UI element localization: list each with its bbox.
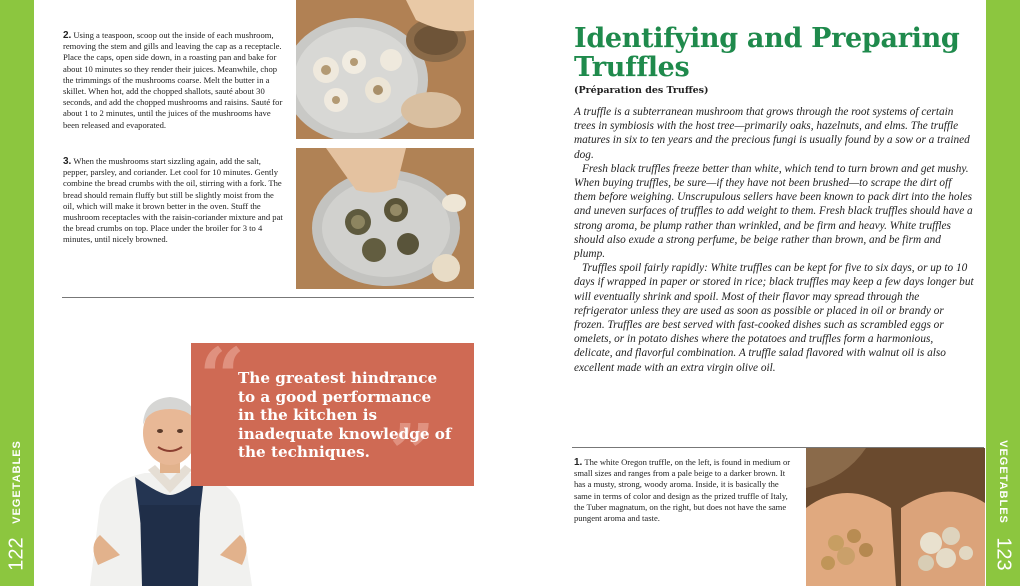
paragraph: Fresh black truffles freeze better than white, which tend to turn brown and get mushy. When buying truffles, be sure—if they have not been brushed—to scrape the dirt off them before weighing. Unscrupulous sellers have been known to pack dirt into the holes and uneven surfaces of truffles to add weight to them. Fresh black truffles should have a strong aroma, be plump rather than wrinkled, and be firm and heavy. White truffles should also exude a strong perfume, be beige rather than brown, and be firm and plump. [574, 162, 973, 261]
quote-text: The greatest hindrance to a good performance in the kitchen is inadequate knowledge of the techniques. [238, 369, 452, 461]
page-title [574, 24, 1020, 82]
photo-truffles [806, 448, 985, 586]
photo-stuffed-mushrooms [296, 148, 474, 289]
caption-1 [574, 457, 794, 524]
left-page-sidebar [0, 0, 34, 586]
right-page-sidebar [986, 0, 1020, 586]
section-label: VEGETABLES [997, 440, 1009, 524]
step-text: When the mushrooms start sizzling again, add the salt, pepper, parsley, and coriander. Let cool for 10 minutes. Gently combine the bread crumbs with the oil, stirring with a fork. The bread should remain fluffy but still be slightly moist from the oil, which will make it brown better in the oven. Stuff the mushroom receptacles with the raisin-coriander mixture and pat the bread crumbs on top. Place under the broiler for 3 to 4 minutes, until nicely browned. [63, 156, 283, 245]
step-number: 1. [574, 457, 583, 468]
page-number: 123 [992, 537, 1015, 571]
page-number: 122 [5, 537, 28, 571]
step-3 [63, 156, 285, 246]
open-quote-icon: “ [199, 343, 246, 424]
photo-mushroom-caps [296, 0, 474, 139]
paragraph: Truffles spoil fairly rapidly: White truffles can be kept for five to six days, or up to 10 days if wrapped in paper or stored in rice; black truffles may keep a few days longer but will eventually shrink and spoil. Most of their flavor may spread through the refrigerator unless they are used as soon as possible or placed in oil or brandy or frozen. Truffles are best served with fast-cooked dishes such as scrambled eggs or omelets, or in potato dishes where the potatoes and truffles form a harmonious, delicate, and flavorful combination. A truffle salad flavored with walnut oil is also excellent made with an extra virgin olive oil. [574, 262, 974, 374]
page-subtitle: (Préparation des Truffes) [574, 85, 709, 96]
step-text: Using a teaspoon, scoop out the inside of each mushroom, removing the stem and gills and leaving the cap as a receptacle. Place the caps, open side down, in a roasting pan and bake for about 10 minutes so they render their juices. Meanwhile, chop the trimmings of the mushrooms coarse. Melt the butter in a skillet. When hot, add the chopped shallots, sauté about 30 seconds, and add the chopped mushrooms and raisins. Sauté for about 1 to 2 minutes, until the juices of the mushrooms have been released and evaporated. [63, 30, 283, 130]
pull-quote [191, 343, 474, 486]
paragraph: A truffle is a subterranean mushroom that grows through the root systems of certain trees in symbiosis with the host tree—primarily oaks, hazelnuts, and elms. The truffle matures in six to ten years and the precious fungi is usually found by a sow or a trained dog. [574, 106, 970, 161]
step-number: 3. [63, 156, 72, 167]
close-quote-icon: ” [389, 406, 436, 486]
caption-text: The white Oregon truffle, on the left, is found in medium or small sizes and ranges from a pale beige to a darker brown. It has a musty, strong, woody aroma. Inside, it is basically the same in terms of color and design as the prized truffle of Italy, the Tuber magnatum, on the right, but does not have the same pungent aroma and taste. [574, 457, 791, 524]
body-text [574, 105, 974, 375]
step-2 [63, 30, 285, 131]
section-divider [62, 297, 474, 298]
page-title-text: Identifying and Preparing Truffles [574, 23, 960, 83]
step-number: 2. [63, 30, 72, 41]
section-label: VEGETABLES [11, 440, 23, 524]
